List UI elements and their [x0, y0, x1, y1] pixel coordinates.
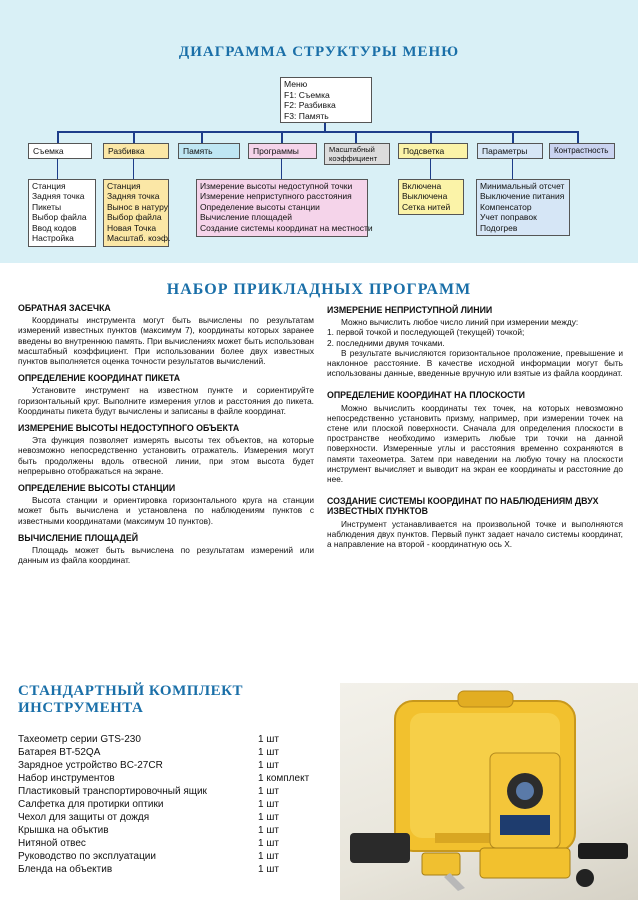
- category-illumination: Подсветка: [398, 143, 468, 159]
- stakeout-submenu: [103, 179, 169, 247]
- category-survey: Съемка: [28, 143, 92, 159]
- category-scale-factor: Масштабный коэффициент: [324, 143, 390, 165]
- kit-item-name: Руководство по эксплуатации: [18, 851, 156, 862]
- kit-title-line: СТАНДАРТНЫЙ КОМПЛЕКТ: [18, 683, 243, 699]
- category-memory: Память: [178, 143, 240, 159]
- programs-item: Определение высоты станции: [200, 201, 320, 212]
- category-parameters: Параметры: [477, 143, 543, 159]
- charger: [350, 833, 410, 863]
- program-text: Высота станции и ориентировка горизонтального круга на станции может быть вычислена и установлена по наблюдениям пунктов с известными координатами (максимум 10 пунктов).: [18, 495, 314, 526]
- kit-item-name: Батарея BT-52QA: [18, 747, 101, 758]
- stakeout-item: Масштаб. коэф.: [107, 233, 171, 244]
- connector-memory: [201, 131, 203, 143]
- kit-item-qty: 1 шт: [258, 799, 279, 810]
- programs-sub-connector: [281, 159, 282, 179]
- root-menu-box: [280, 77, 372, 123]
- kit-item-name: Нитяной отвес: [18, 838, 86, 849]
- survey-submenu: [28, 179, 96, 247]
- illumination-sub-connector: [430, 159, 431, 179]
- connector-programs: [281, 131, 283, 143]
- survey-item: Задняя точка: [32, 191, 85, 202]
- root-menu-f1: F1: Съемка: [284, 89, 330, 100]
- program-text: Можно вычислить координаты тех точек, на которых невозможно непосредственно установить призму, например, при измерении точек на стене или плоской поверхности. Сначала для определения плоскости в пространстве необходимо измерить любые три точки на данной поверхности. Измеренные углы и расстояния временно сохраняются в памяти тахеометра. Затем при наведении на любую точку на плоскости инструмент вычисляет и выводит на экран ее координаты и расстояние до нее.: [327, 402, 623, 485]
- kit-item-qty: 1 шт: [258, 838, 279, 849]
- program-text: Площадь может быть вычислена по результатам измерений или данным из файла координат.: [18, 545, 314, 566]
- kit-item-qty: 1 шт: [258, 851, 279, 862]
- program-heading: ОБРАТНАЯ ЗАСЕЧКА: [18, 303, 111, 313]
- parameters-sub-connector: [512, 159, 513, 179]
- program-heading: ИЗМЕРЕНИЕ НЕПРИСТУПНОЙ ЛИНИИ: [327, 305, 493, 315]
- program-text: Установите инструмент на известном пункте и сориентируйте горизонтальный круг. Выполните измерения углов и расстояния до пикета. Координаты пикета будут вычислены и записаны в файле координат.: [18, 385, 314, 416]
- survey-item: Станция: [32, 181, 66, 191]
- lens-cap: [576, 869, 594, 887]
- kit-list: [18, 733, 328, 876]
- program-text: Можно вычислить любое число линий при измерении между:: [341, 317, 579, 328]
- parameters-item: Подогрев: [480, 222, 518, 233]
- program-heading: ИЗМЕРЕНИЕ ВЫСОТЫ НЕДОСТУПНОГО ОБЪЕКТА: [18, 423, 240, 434]
- program-heading: ОПРЕДЕЛЕНИЕ ВЫСОТЫ СТАНЦИИ: [18, 483, 176, 494]
- kit-item-name: Набор инструментов: [18, 773, 115, 784]
- kit-item-qty: 1 шт: [258, 747, 279, 758]
- survey-item: Настройка: [32, 233, 74, 244]
- illumination-item: Включена: [402, 181, 442, 191]
- parameters-item: Выключение питания: [480, 191, 565, 202]
- survey-item: Пикеты: [32, 201, 62, 212]
- illumination-item: Сетка нитей: [402, 201, 451, 212]
- kit-row: [18, 772, 328, 785]
- kit-item-name: Тахеометр серии GTS-230: [18, 734, 141, 745]
- kit-item-qty: 1 шт: [258, 812, 279, 823]
- programs-title: НАБОР ПРИКЛАДНЫХ ПРОГРАММ: [166, 281, 472, 298]
- parameters-item: Учет поправок: [480, 212, 537, 223]
- plumb-bob: [444, 873, 465, 891]
- instrument-kit-illustration: [340, 683, 638, 900]
- programs-item: Создание системы координат на местности: [200, 222, 373, 233]
- programs-submenu: [196, 179, 373, 237]
- survey-item: Выбор файла: [32, 212, 87, 223]
- case-handle: [458, 691, 513, 707]
- kit-item-qty: 1 шт: [258, 734, 279, 745]
- kit-item-name: Пластиковый транспортировочный ящик: [18, 786, 207, 797]
- menu-diagram-title: ДИАГРАММА СТРУКТУРЫ МЕНЮ: [178, 44, 460, 60]
- programs-item: Измерение высоты недоступной точки: [200, 181, 353, 191]
- kit-row: [18, 850, 328, 863]
- connector-stakeout: [133, 131, 135, 143]
- kit-item-name: Зарядное устройство BC-27CR: [18, 760, 163, 771]
- root-menu-f3: F3: Память: [284, 110, 329, 121]
- root-menu-f2: F2: Разбивка: [284, 100, 336, 110]
- parameters-item: Компенсатор: [480, 201, 532, 212]
- kit-row: [18, 824, 328, 837]
- programs-item: Измерение неприступного расстояния: [200, 191, 352, 202]
- programs-left-column: [18, 296, 314, 565]
- root-menu-label: Меню: [284, 79, 308, 89]
- connector-illumination: [430, 131, 432, 143]
- rain-cover: [578, 843, 628, 859]
- program-text: Координаты инструмента могут быть вычислены по результатам измерений известных пунктов (максимум 7), координаты которых заранее введены во внутреннюю память. При вычислениях может быть использован масштабный коэффициент. При использовании более двух известных пунктов выполняется оценка точности результатов вычислений.: [18, 315, 314, 367]
- stakeout-sub-connector: [133, 159, 134, 179]
- kit-item-name: Бленда на объектив: [18, 864, 113, 875]
- stakeout-item: Станция: [107, 181, 141, 191]
- program-heading: ОПРЕДЕЛЕНИЕ КООРДИНАТ НА ПЛОСКОСТИ: [327, 390, 525, 401]
- illumination-item: Выключена: [402, 191, 448, 202]
- survey-sub-connector: [57, 159, 58, 179]
- kit-item-name: Крышка на объктив: [18, 825, 109, 836]
- kit-item-qty: 1 шт: [258, 760, 279, 771]
- tribrach: [480, 848, 570, 878]
- menu-diagram: [0, 0, 638, 263]
- program-text: Эта функция позволяет измерять высоты тех объектов, на которые невозможно непосредственно установить отражатель. Измерения могут быть продолжены вдоль отвесной линии, при этом высота будет непрерывно отображаться на экране.: [18, 435, 314, 476]
- program-list-item: 1. первой точкой и последующей (текущей) точкой;: [327, 327, 525, 338]
- connector-contrast: [577, 131, 579, 143]
- stakeout-item: Новая Точка: [107, 222, 157, 233]
- category-stakeout: Разбивка: [103, 143, 169, 159]
- display-panel: [500, 815, 550, 835]
- kit-row: [18, 863, 328, 876]
- program-heading: СОЗДАНИЕ СИСТЕМЫ КООРДИНАТ ПО НАБЛЮДЕНИЯМ ДВУХ ИЗВЕСТНЫХ ПУНКТОВ: [327, 496, 599, 517]
- connector-parameters: [512, 131, 514, 143]
- kit-item-qty: 1 комплект: [258, 773, 310, 784]
- kit-item-qty: 1 шт: [258, 786, 279, 797]
- parameters-submenu: [476, 179, 570, 236]
- kit-row: [18, 811, 328, 824]
- connector-scale: [355, 131, 357, 143]
- connector-survey: [57, 131, 59, 143]
- program-list-item: 2. последними двумя точками.: [327, 337, 445, 348]
- program-heading: ОПРЕДЕЛЕНИЕ КООРДИНАТ ПИКЕТА: [18, 373, 181, 384]
- kit-row: [18, 733, 328, 746]
- program-heading: ВЫЧИСЛЕНИЕ ПЛОЩАДЕЙ: [18, 532, 139, 543]
- kit-row: [18, 759, 328, 772]
- category-contrast: Контрастность: [549, 143, 615, 159]
- category-programs: Программы: [248, 143, 317, 159]
- parameters-item: Минимальный отсчет: [480, 181, 565, 191]
- battery: [422, 853, 460, 875]
- kit-item-name: Чехол для защиты от дождя: [18, 812, 150, 823]
- kit-row: [18, 798, 328, 811]
- illumination-submenu: [398, 179, 464, 215]
- kit-item-name: Салфетка для протирки оптики: [18, 799, 164, 810]
- telescope-glass: [516, 782, 534, 800]
- kit-row: [18, 837, 328, 850]
- kit-title-line: ИНСТРУМЕНТА: [18, 700, 144, 716]
- kit-item-qty: 1 шт: [258, 864, 279, 875]
- instrument-kit-photo: [340, 683, 638, 900]
- programs-right-column: [327, 298, 623, 549]
- stakeout-item: Вынос в натуру: [107, 201, 168, 212]
- program-text: В результате вычисляются горизонтальное проложение, превышение и наклонное расстояние. В качестве исходной информации могут быть использованы данные, введенные вручную или взятые из файла координат.: [327, 347, 623, 379]
- kit-title: [18, 683, 243, 717]
- kit-row: [18, 746, 328, 759]
- survey-item: Ввод кодов: [32, 222, 77, 233]
- stakeout-item: Выбор файла: [107, 212, 162, 223]
- programs-item: Вычисление площадей: [200, 212, 292, 223]
- horizontal-connector: [57, 131, 578, 133]
- kit-row: [18, 785, 328, 798]
- kit-item-qty: 1 шт: [258, 825, 279, 836]
- program-text: Инструмент устанавливается на произвольной точке и выполняются наблюдения двух пунктов. Первый пункт задает начало системы координат, а направление на второй - координатную ось X.: [327, 518, 623, 550]
- stakeout-item: Задняя точка: [107, 191, 160, 202]
